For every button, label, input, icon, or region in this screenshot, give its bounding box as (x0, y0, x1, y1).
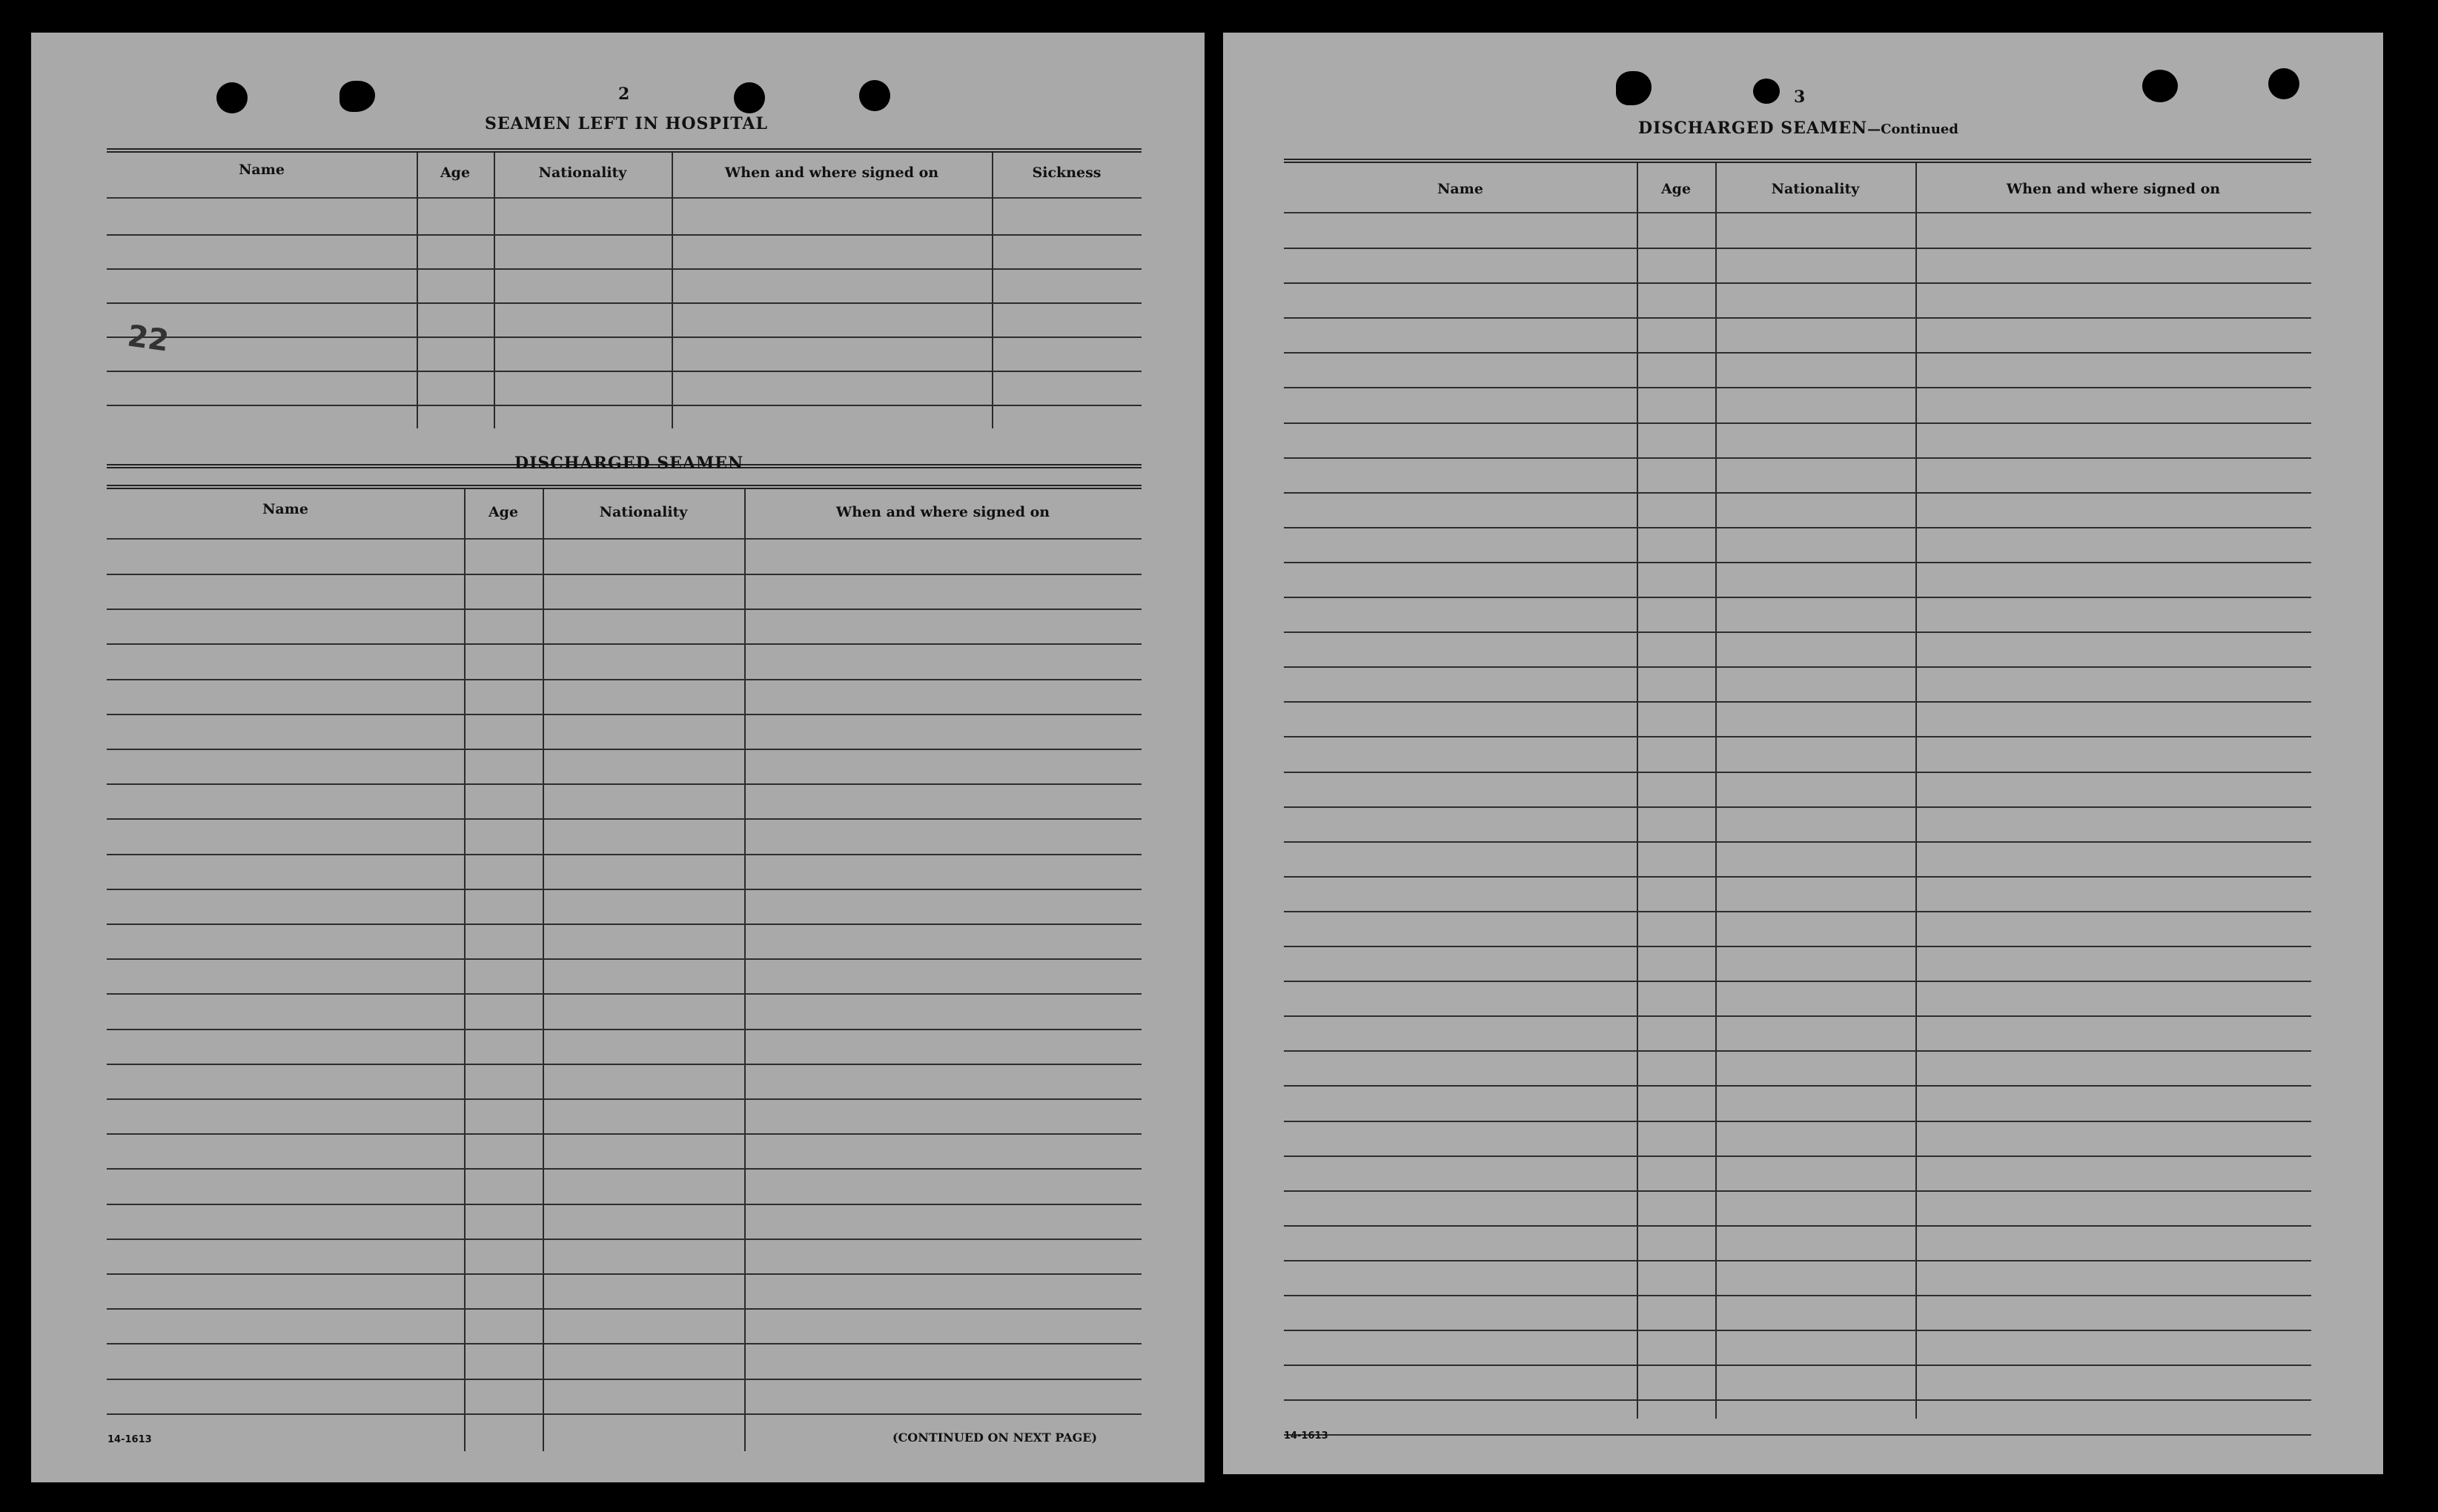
table-row (1284, 1155, 2311, 1157)
table-row (107, 924, 1142, 925)
discharged-continued-table (1284, 159, 2311, 1448)
column-header-name: Name (1437, 181, 1483, 197)
column-divider (1637, 163, 1638, 1419)
table-row (107, 1379, 1142, 1380)
table-row (107, 958, 1142, 960)
punch-hole (2268, 68, 2299, 99)
table-row (107, 1204, 1142, 1205)
table-row (107, 371, 1142, 372)
table-row (107, 336, 1142, 338)
column-header-name: Name (262, 501, 308, 517)
table-row (1284, 911, 2311, 912)
table-row (107, 783, 1142, 785)
table-row (1284, 1050, 2311, 1052)
column-header-nationality: Nationality (599, 504, 688, 520)
table-row (1284, 701, 2311, 703)
table-row (1284, 1015, 2311, 1017)
table-row (107, 854, 1142, 855)
column-header-age: Age (488, 504, 519, 520)
punch-hole (1753, 79, 1780, 104)
table-row (107, 993, 1142, 995)
table-row (1284, 422, 2311, 424)
table-row (1284, 1225, 2311, 1227)
discharged-continued-title (1638, 119, 1958, 138)
table-row (107, 714, 1142, 715)
table-row (1284, 946, 2311, 947)
table-row (1284, 736, 2311, 737)
table-row (1284, 527, 2311, 528)
table-row (1284, 1190, 2311, 1192)
column-divider (417, 153, 418, 428)
discharged-table (107, 485, 1142, 1452)
column-header-nationality: Nationality (538, 165, 627, 181)
column-header-when-where: When and where signed on (2006, 181, 2221, 197)
table-row (1284, 666, 2311, 668)
table-row (1284, 1121, 2311, 1122)
table-row (1284, 876, 2311, 878)
handwritten-mark: 22 (125, 319, 171, 359)
table-row (1284, 772, 2311, 773)
table-row (1284, 492, 2311, 494)
table-row (1284, 1399, 2311, 1401)
table-row (107, 1239, 1142, 1240)
table-row (1284, 282, 2311, 284)
column-divider (992, 153, 993, 428)
column-header-sickness: Sickness (1032, 165, 1102, 181)
column-divider (744, 489, 746, 1451)
form-code: 14-1613 (107, 1434, 152, 1445)
table-row (107, 749, 1142, 750)
column-divider (672, 153, 673, 428)
punch-hole (2142, 70, 2178, 102)
table-top-rule (1284, 159, 2311, 163)
table-row (1284, 352, 2311, 354)
column-divider (464, 489, 466, 1451)
column-divider (1915, 163, 1917, 1419)
table-row (1284, 317, 2311, 319)
continued-suffix: —Continued (1867, 122, 1958, 137)
hospital-section-title: SEAMEN LEFT IN HOSPITAL (485, 114, 768, 133)
table-row (107, 609, 1142, 610)
column-header-when-where: When and where signed on (835, 504, 1050, 520)
continued-note: (CONTINUED ON NEXT PAGE) (892, 1430, 1098, 1445)
table-row (107, 679, 1142, 680)
punch-hole (859, 80, 890, 111)
table-row (1284, 806, 2311, 808)
punch-hole (216, 82, 248, 113)
table-row (1284, 597, 2311, 598)
table-row (107, 302, 1142, 304)
table-row (1284, 1365, 2311, 1366)
left-page (31, 33, 1205, 1482)
discharged-continued-title-text: DISCHARGED SEAMEN (1638, 119, 1868, 138)
table-top-rule (107, 148, 1142, 153)
table-row (107, 1308, 1142, 1310)
table-row (1284, 387, 2311, 388)
table-top-rule (107, 485, 1142, 489)
column-header-name: Name (239, 162, 285, 178)
table-row (1284, 457, 2311, 459)
table-row (107, 1064, 1142, 1065)
column-header-when-where: When and where signed on (724, 165, 939, 181)
table-row (1284, 562, 2311, 563)
table-row (107, 1029, 1142, 1030)
hospital-table (107, 148, 1142, 467)
form-code: 14-1613 (1284, 1430, 1328, 1442)
table-row (107, 268, 1142, 270)
table-row (107, 574, 1142, 575)
table-row (1284, 1085, 2311, 1087)
table-row (1284, 841, 2311, 843)
table-row (107, 1343, 1142, 1344)
column-divider (543, 489, 544, 1451)
punch-hole (1616, 71, 1652, 105)
table-row (1284, 248, 2311, 249)
table-row (107, 818, 1142, 820)
page-number: 2 (618, 84, 630, 104)
table-row (107, 1413, 1142, 1415)
table-row (107, 234, 1142, 236)
column-header-age: Age (440, 165, 471, 181)
header-rule (107, 197, 1142, 199)
column-divider (494, 153, 495, 428)
header-rule (1284, 212, 2311, 213)
table-row (1284, 1260, 2311, 1261)
punch-hole (734, 82, 765, 113)
table-row (107, 643, 1142, 645)
table-row (107, 405, 1142, 406)
table-row (107, 889, 1142, 890)
column-divider (1715, 163, 1717, 1419)
table-row (1284, 981, 2311, 982)
table-row (107, 1133, 1142, 1135)
table-row (107, 1168, 1142, 1170)
column-header-age: Age (1660, 181, 1692, 197)
table-row (107, 1273, 1142, 1275)
discharged-section-title: DISCHARGED SEAMEN (514, 454, 744, 473)
table-row (1284, 631, 2311, 633)
table-row (107, 1098, 1142, 1100)
table-row (1284, 1330, 2311, 1331)
header-rule (107, 538, 1142, 540)
page-number: 3 (1794, 87, 1806, 107)
table-row (1284, 1295, 2311, 1296)
right-page (1223, 33, 2383, 1474)
punch-hole (339, 81, 375, 112)
column-header-nationality: Nationality (1771, 181, 1860, 197)
table-row (1284, 1434, 2311, 1436)
